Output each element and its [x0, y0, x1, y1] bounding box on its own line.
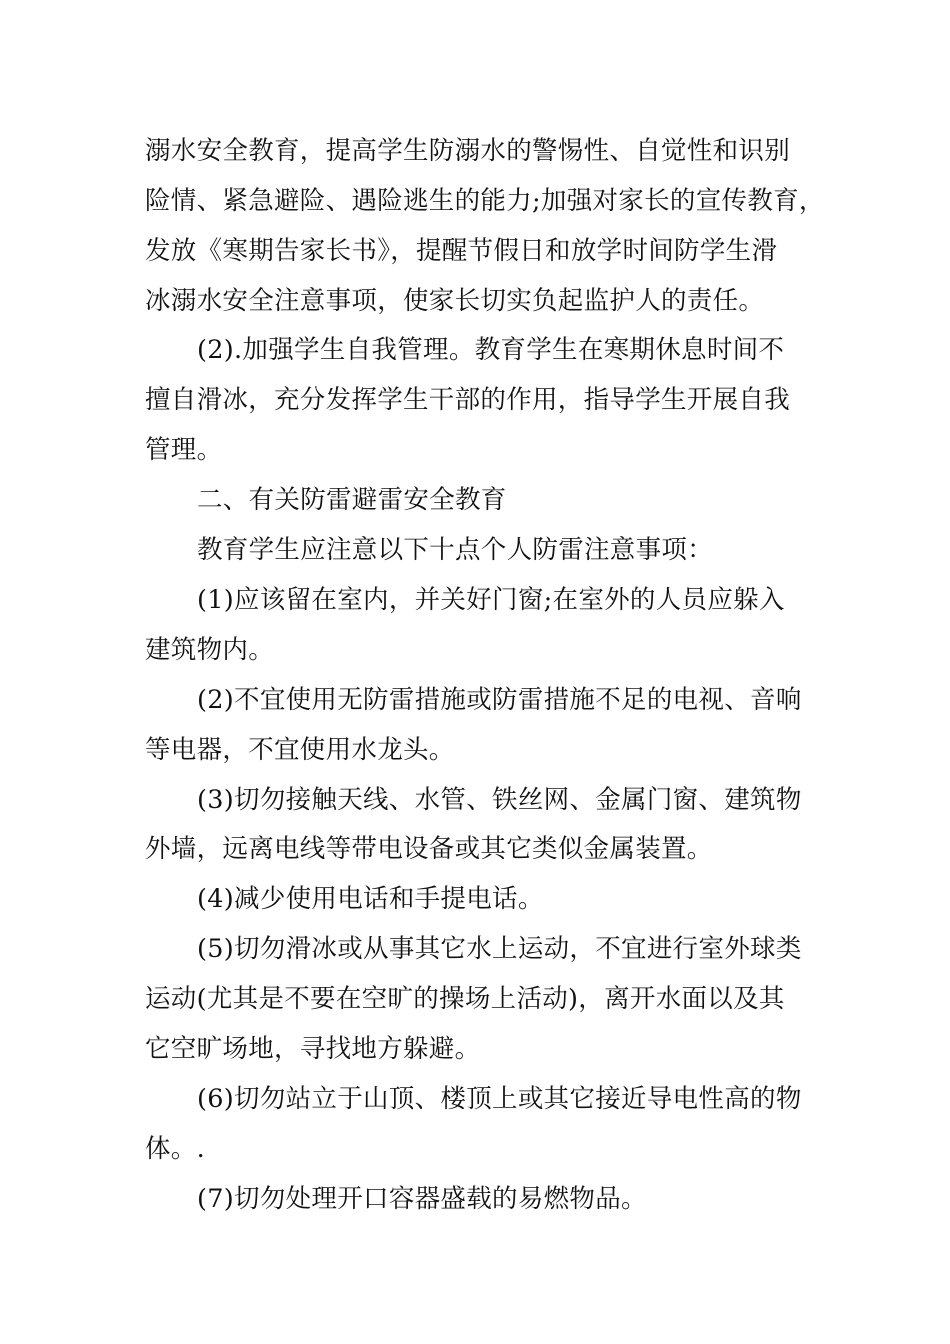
text-line: 溺水安全教育，提高学生防溺水的警惕性、自觉性和识别	[145, 136, 791, 166]
text-line: 险情、紧急避险、遇险逃生的能力;加强对家长的宣传教育，	[145, 186, 825, 216]
list-item-4: (4)减少使用电话和手提电话。	[197, 884, 544, 914]
text-line: 等电器，不宜使用水龙头。	[145, 735, 455, 765]
text-line: (2).加强学生自我管理。教育学生在寒期休息时间不	[197, 335, 785, 365]
list-item-1: (1)应该留在室内，并关好门窗;在室外的人员应躲入	[197, 585, 785, 615]
section-heading: 二、有关防雷避雷安全教育	[197, 485, 507, 515]
text-line: 建筑物内。	[145, 635, 275, 665]
text-line: 教育学生应注意以下十点个人防雷注意事项：	[197, 535, 714, 565]
list-item-2: (2)不宜使用无防雷措施或防雷措施不足的电视、音响	[197, 685, 802, 715]
list-item-5: (5)切勿滑冰或从事其它水上运动，不宜进行室外球类	[197, 934, 802, 964]
text-line: 外墙，远离电线等带电设备或其它类似金属装置。	[145, 834, 713, 864]
text-line: 管理。	[145, 435, 223, 465]
text-line: 运动(尤其是不要在空旷的操场上活动)，离开水面以及其	[145, 984, 785, 1014]
text-line: 冰溺水安全注意事项，使家长切实负起监护人的责任。	[145, 286, 765, 316]
text-line: 体。.	[145, 1134, 206, 1164]
list-item-7: (7)切勿处理开口容器盛载的易燃物品。	[197, 1184, 647, 1214]
list-item-6: (6)切勿站立于山顶、楼顶上或其它接近导电性高的物	[197, 1084, 802, 1114]
text-line: 擅自滑冰，充分发挥学生干部的作用，指导学生开展自我	[145, 385, 791, 415]
text-line: 它空旷场地，寻找地方躲避。	[145, 1034, 481, 1064]
text-line: 发放《寒期告家长书》，提醒节假日和放学时间防学生滑	[145, 236, 778, 266]
list-item-3: (3)切勿接触天线、水管、铁丝网、金属门窗、建筑物	[197, 785, 802, 815]
